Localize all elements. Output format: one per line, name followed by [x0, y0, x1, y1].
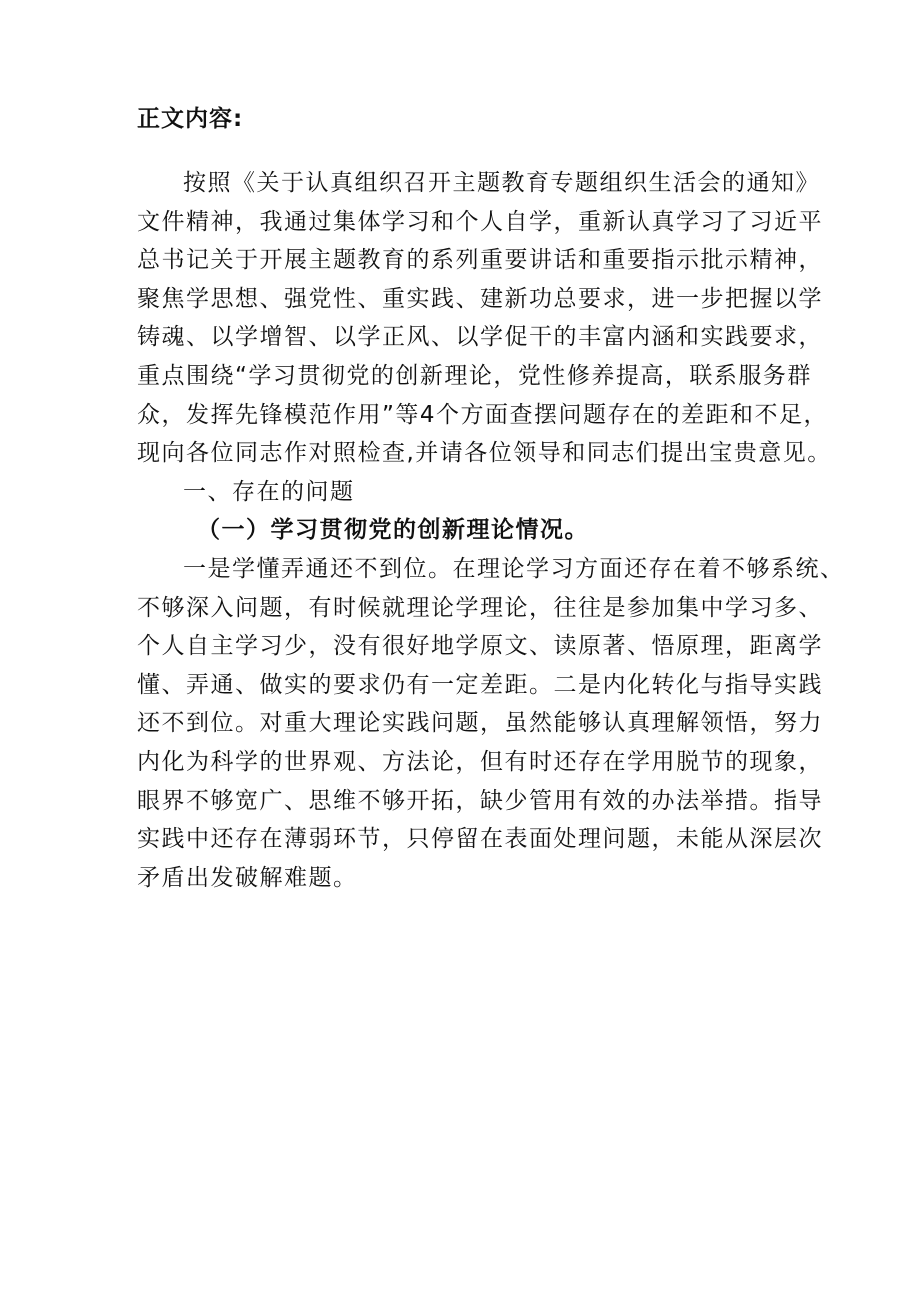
text-line: 内化为科学的世界观、方法论，但有时还存在学用脱节的现象，: [137, 748, 823, 775]
content-label: 正文内容:: [137, 106, 244, 132]
text-line: 聚焦学思想、强党性、重实践、建新功总要求，进一步把握以学: [137, 285, 823, 312]
text-line: 重点围绕“学习贯彻党的创新理论，党性修养提高，联系服务群: [137, 362, 812, 389]
text-line: 矛盾出发破解难题。: [137, 864, 358, 891]
text-line: 懂、弄通、做实的要求仍有一定差距。二是内化转化与指导实践: [137, 671, 823, 698]
text-line: 总书记关于开展主题教育的系列重要讲话和重要指示批示精神，: [137, 247, 823, 274]
text-line: 实践中还存在薄弱环节，只停留在表面处理问题，未能从深层次: [137, 826, 823, 853]
text-line: 众，发挥先锋模范作用”等4个方面查摆问题存在的差距和不足，: [137, 401, 829, 428]
text-line: 个人自主学习少，没有很好地学原文、读原著、悟原理，距离学: [137, 633, 823, 660]
text-line: 一是学懂弄通还不到位。在理论学习方面还存在着不够系统、: [183, 555, 845, 582]
text-line: 铸魂、以学增智、以学正风、以学促干的丰富内涵和实践要求，: [137, 324, 823, 351]
subsection-heading: （一）学习贯彻党的创新理论情况。: [197, 517, 589, 544]
text-line: 不够深入问题，有时候就理论学理论，往往是参加集中学习多、: [137, 594, 823, 621]
text-line: 按照《关于认真组织召开主题教育专题组织生活会的通知》: [183, 170, 820, 196]
section-heading: 一、存在的问题: [183, 478, 355, 505]
text-line: 现向各位同志作对照检查,并请各位领导和同志们提出宝贵意见。: [137, 440, 832, 467]
text-line: 文件精神，我通过集体学习和个人自学，重新认真学习了习近平: [137, 208, 823, 235]
intro-paragraph: [137, 164, 845, 897]
text-line: 眼界不够宽广、思维不够开拓，缺少管用有效的办法举措。指导: [137, 787, 823, 814]
text-line: 还不到位。对重大理论实践问题，虽然能够认真理解领悟，努力: [137, 710, 823, 737]
